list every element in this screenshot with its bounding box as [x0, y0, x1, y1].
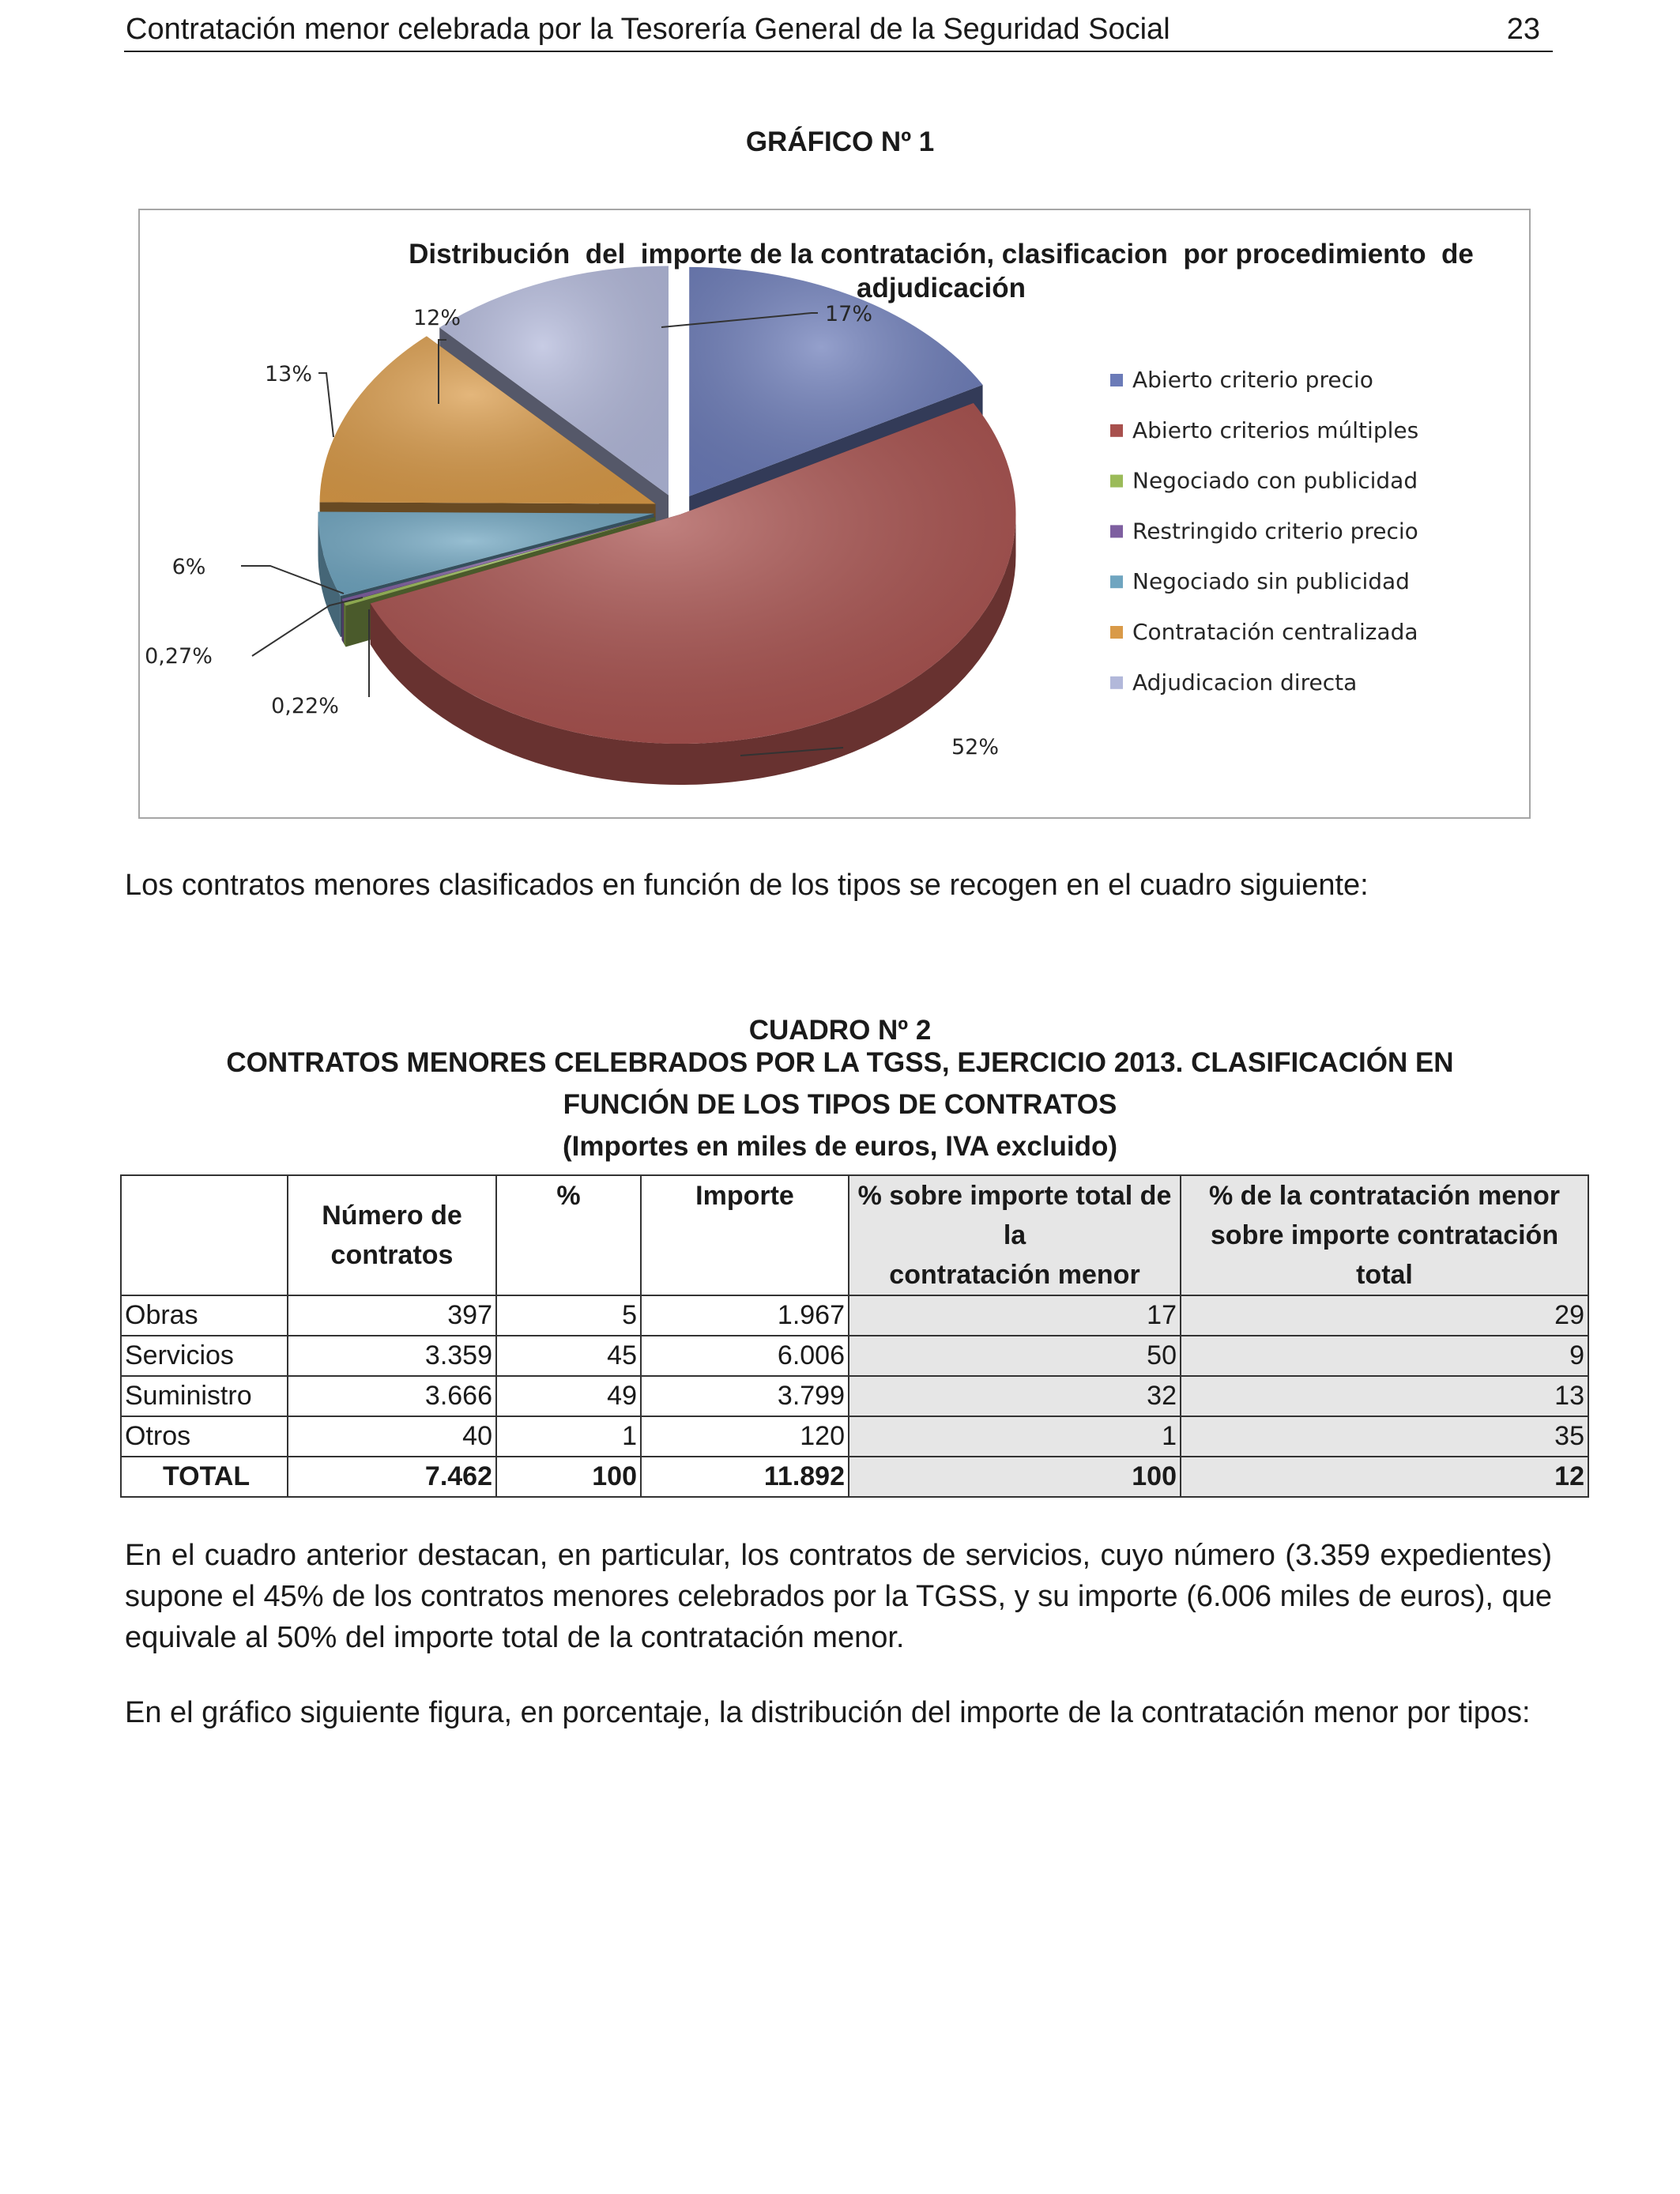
- table-row: [121, 1295, 1588, 1336]
- cell-pct: 1: [496, 1416, 641, 1457]
- legend-swatch-3: [1110, 525, 1123, 537]
- table-row: [121, 1376, 1588, 1416]
- header-tipo: [121, 1175, 288, 1295]
- legend-item-3: [1110, 518, 1418, 544]
- pie-chart: [140, 210, 1529, 817]
- legend-item-2: [1110, 468, 1418, 494]
- cell-importe: 6.006: [641, 1336, 849, 1376]
- data-label-0: 17%: [824, 302, 873, 326]
- table-label: CUADRO Nº 2: [748, 1015, 932, 1046]
- cell-pct-total: 29: [1181, 1295, 1588, 1336]
- legend-item-0: [1110, 367, 1373, 393]
- table-title-line1: CONTRATOS MENORES CELEBRADOS POR LA TGSS, EJERCICIO 2013. CLASIFICACIÓN EN: [226, 1047, 1454, 1078]
- cell-tipo: Servicios: [121, 1336, 288, 1376]
- cell-numero: 3.359: [288, 1336, 496, 1376]
- header-numero: Número de contratos: [288, 1175, 496, 1295]
- leader-line-5: [318, 373, 333, 437]
- cell-pct-total: 9: [1181, 1336, 1588, 1376]
- cell-pct-importe: 17: [849, 1295, 1181, 1336]
- legend-label-6: Adjudicacion directa: [1132, 669, 1358, 696]
- header-importe: Importe: [641, 1175, 849, 1295]
- cell-pct: 5: [496, 1295, 641, 1336]
- chart-title-line2: adjudicación: [857, 273, 1026, 303]
- cell-pct-total: 35: [1181, 1416, 1588, 1457]
- header-title: Contratación menor celebrada por la Tesorería General de la Seguridad Social: [126, 13, 1170, 46]
- legend-item-1: [1110, 417, 1418, 443]
- cell-pct: 49: [496, 1376, 641, 1416]
- header-pct: %: [496, 1175, 641, 1295]
- table-title-line2: FUNCIÓN DE LOS TIPOS DE CONTRATOS: [563, 1089, 1117, 1120]
- legend-item-5: [1110, 619, 1418, 645]
- total-tipo: TOTAL: [121, 1457, 288, 1497]
- legend-swatch-2: [1110, 475, 1123, 488]
- total-pct-total: 12: [1181, 1457, 1588, 1497]
- running-header: [124, 9, 1553, 52]
- cell-importe: 120: [641, 1416, 849, 1457]
- total-importe: 11.892: [641, 1457, 849, 1497]
- legend-label-0: Abierto criterio precio: [1132, 367, 1373, 393]
- header-pct-importe: % sobre importe total de la contratación menor: [849, 1175, 1181, 1295]
- cell-importe: 1.967: [641, 1295, 849, 1336]
- cell-tipo: Suministro: [121, 1376, 288, 1416]
- cell-importe: 3.799: [641, 1376, 849, 1416]
- data-label-4: 6%: [171, 555, 206, 579]
- table-total-row: [121, 1457, 1588, 1497]
- cell-numero: 397: [288, 1295, 496, 1336]
- pie-chart-frame: [138, 209, 1531, 819]
- total-pct: 100: [496, 1457, 641, 1497]
- chart-title-line1: Distribución del importe de la contratación, clasificacion por procedimiento de: [409, 239, 1474, 270]
- intro-paragraph: Los contratos menores clasificados en función de los tipos se recogen en el cuadro siguiente:: [125, 869, 1369, 902]
- legend-swatch-4: [1110, 575, 1123, 588]
- cell-tipo: Otros: [121, 1416, 288, 1457]
- data-label-5: 13%: [264, 362, 313, 386]
- legend-label-3: Restringido criterio precio: [1132, 518, 1418, 545]
- data-label-2: 0,22%: [271, 694, 339, 718]
- data-label-6: 12%: [412, 306, 461, 330]
- table-subtitle: (Importes en miles de euros, IVA excluido): [562, 1131, 1118, 1162]
- legend-item-4: [1110, 568, 1410, 594]
- legend-label-5: Contratación centralizada: [1132, 619, 1418, 645]
- total-pct-importe: 100: [849, 1457, 1181, 1497]
- legend-swatch-5: [1110, 626, 1123, 639]
- table-row: [121, 1416, 1588, 1457]
- table-row: [121, 1336, 1588, 1376]
- cell-tipo: Obras: [121, 1295, 288, 1336]
- paragraph-grafico: En el gráfico siguiente figura, en porcentaje, la distribución del importe de la contratación menor por tipos:: [125, 1696, 1531, 1729]
- legend-label-4: Negociado sin publicidad: [1132, 568, 1410, 595]
- paragraph-servicios: En el cuadro anterior destacan, en particular, los contratos de servicios, cuyo número (3.359 expedientes) supone el 45% de los contratos menores celebrados por la TGSS, y su importe (6.006 miles de euros), que equivale al 50% del importe total de la contratación menor.: [125, 1539, 1552, 1654]
- table-header-row: [121, 1175, 1588, 1295]
- data-label-3: 0,27%: [145, 644, 213, 669]
- legend-swatch-1: [1110, 424, 1123, 437]
- header-pct-total: % de la contratación menor sobre importe contratación total: [1181, 1175, 1588, 1295]
- cell-numero: 40: [288, 1416, 496, 1457]
- cell-pct-importe: 1: [849, 1416, 1181, 1457]
- cell-numero: 3.666: [288, 1376, 496, 1416]
- legend-label-1: Abierto criterios múltiples: [1132, 417, 1419, 443]
- legend-swatch-0: [1110, 374, 1123, 386]
- cell-pct-importe: 50: [849, 1336, 1181, 1376]
- cell-pct: 45: [496, 1336, 641, 1376]
- legend-swatch-6: [1110, 677, 1123, 689]
- cell-pct-total: 13: [1181, 1376, 1588, 1416]
- legend-item-6: [1110, 669, 1357, 696]
- legend-label-2: Negociado con publicidad: [1132, 467, 1418, 494]
- figure-label: GRÁFICO Nº 1: [745, 126, 935, 157]
- total-numero: 7.462: [288, 1457, 496, 1497]
- cell-pct-importe: 32: [849, 1376, 1181, 1416]
- data-label-1: 52%: [951, 735, 1000, 760]
- contracts-table: [120, 1174, 1589, 1498]
- page-number: 23: [1506, 13, 1540, 46]
